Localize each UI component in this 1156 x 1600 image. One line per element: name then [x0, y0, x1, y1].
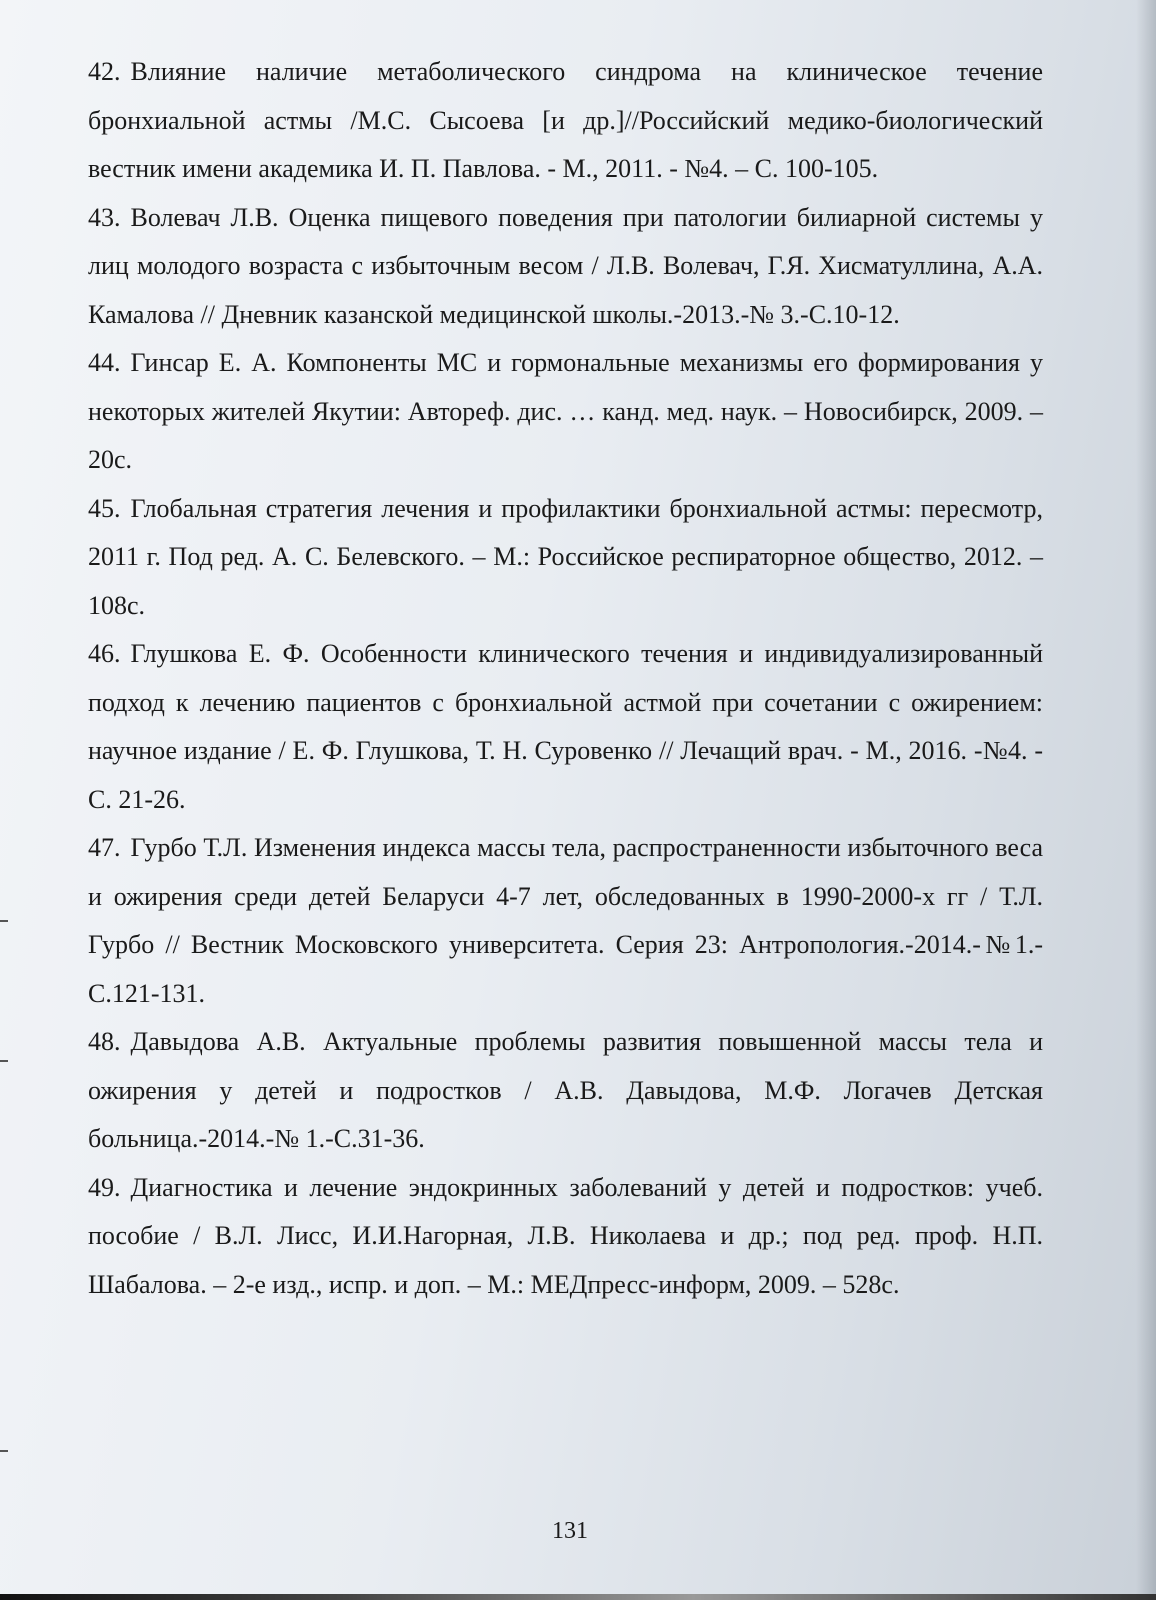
scan-bottom-edge [0, 1594, 1156, 1600]
reference-text: Глобальная стратегия лечения и профилактики бронхиальной астмы: пересмотр, 2011 г. Под ред. А. С. Белевского. – М.: Российское респираторное общество, 2012. – 108с. [88, 493, 1043, 620]
reference-item-44 [88, 339, 1043, 485]
reference-text: Давыдова А.В. Актуальные проблемы развития повышенной массы тела и ожирения у детей и подростков / А.В. Давыдова, М.Ф. Логачев Детская больница.-2014.-№ 1.-С.31-36. [88, 1027, 1043, 1153]
reference-list [88, 48, 1043, 1309]
reference-item-43 [88, 194, 1043, 340]
reference-text: Диагностика и лечение эндокринных заболеваний у детей и подростков: учеб. пособие / В.Л. Лисс, И.И.Нагорная, Л.В. Николаева и др.; под ред. проф. Н.П. Шабалова. – 2-е изд., испр. и доп. – М.: МЕДпресс-информ, 2009. – 528с. [88, 1172, 1043, 1299]
reference-text: Гинсар Е. А. Компоненты МС и гормональные механизмы его формирования у некоторых жителей Якутии: Автореф. дис. … канд. мед. наук. – Новосибирск, 2009. – 20с. [88, 348, 1043, 474]
scan-mark [0, 920, 8, 922]
reference-number: 44. [88, 348, 121, 377]
reference-number: 47. [88, 833, 121, 862]
reference-item-47 [88, 824, 1043, 1018]
reference-item-46 [88, 630, 1043, 824]
page-number: 131 [552, 1518, 588, 1544]
reference-item-48 [88, 1018, 1043, 1164]
reference-number: 42. [88, 57, 121, 86]
reference-text: Волевач Л.В. Оценка пищевого поведения при патологии билиарной системы у лиц молодого возраста с избыточным весом / Л.В. Волевач, Г.Я. Хисматуллина, А.А. Камалова // Дневник казанской медицинской школы.-2013.-№ 3.-С.10-12. [88, 202, 1043, 329]
scan-mark [0, 1060, 8, 1062]
reference-text: Влияние наличие метаболического синдрома на клиническое течение бронхиальной астмы /М.С. Сысоева [и др.]//Российский медико-биологический вестник имени академика И. П. Павлова. - М., 2011. - №4. – С. 100-105. [88, 57, 1043, 183]
reference-text: Гурбо Т.Л. Изменения индекса массы тела, распространенности избыточного веса и ожирения среди детей Беларуси 4-7 лет, обследованных в 1990-2000-х гг / Т.Л. Гурбо // Вестник Московского университета. Серия 23: Антропология.-2014.-№1.-С.121-131. [88, 833, 1043, 1008]
reference-number: 48. [88, 1027, 121, 1056]
page-edge-shadow [1136, 0, 1156, 1600]
reference-item-42 [88, 48, 1043, 194]
reference-text: Глушкова Е. Ф. Особенности клинического течения и индивидуализированный подход к лечению пациентов с бронхиальной астмой при сочетании с ожирением: научное издание / Е. Ф. Глушкова, Т. Н. Суровенко // Лечащий врач. - М., 2016. -№4. - С. 21-26. [88, 639, 1043, 814]
reference-item-45 [88, 485, 1043, 631]
scan-mark [0, 1450, 8, 1452]
reference-number: 49. [88, 1172, 121, 1202]
reference-number: 46. [88, 639, 121, 668]
reference-item-49 [88, 1164, 1043, 1310]
reference-number: 43. [88, 202, 121, 232]
reference-number: 45. [88, 493, 121, 523]
